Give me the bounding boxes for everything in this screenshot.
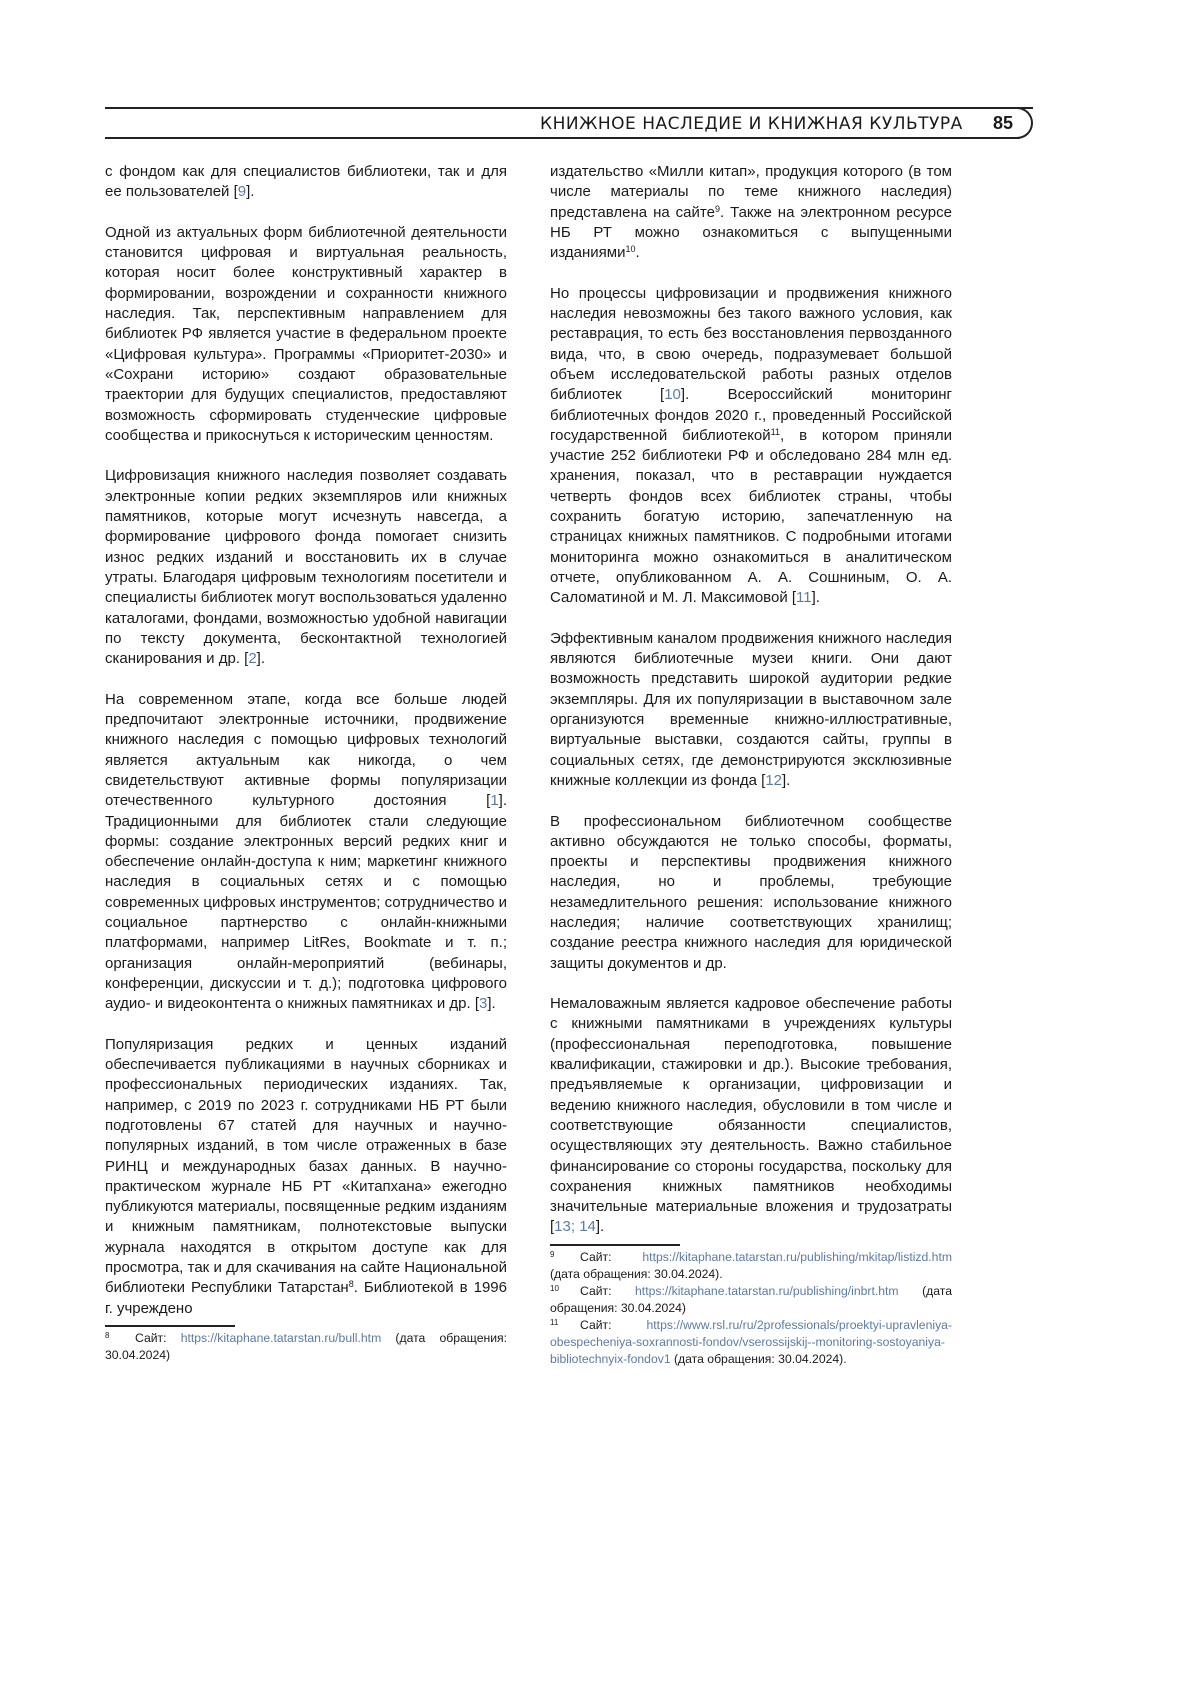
text-segment: ]. (812, 589, 820, 606)
paragraph (550, 994, 952, 1238)
footnote-note: (дата обращения: 30.04.2024) (550, 1284, 952, 1315)
left-column-text (105, 162, 507, 1319)
footnote-url-link[interactable]: https://www.rsl.ru/ru/2professionals/proektyi-upravleniya-obespecheniya-soxrannosti-fondov/vserossijskij--monitoring-sostoyaniya-bibliotechnyix-fondov1 (550, 1318, 952, 1366)
header-rule-top (105, 107, 1033, 109)
text-segment: Эффективным каналом продвижения книжного наследия являются библиотечные музеи книги. Они дают возможность представить широкой аудитории редкие экземпляры. Для их популяризации в выставочном зале организуются временные книжно-иллюстративные, виртуальные выставки, создаются сайты, группы в социальных сетях, где демонстрируются эксклюзивные книжные коллекции из фонда [ (550, 630, 952, 789)
footnote-note: (дата обращения: 30.04.2024) (105, 1331, 507, 1362)
footnote-marker[interactable]: 9 (715, 204, 720, 214)
paragraph (105, 690, 507, 1015)
footnote-url-link[interactable]: https://kitaphane.tatarstan.ru/bull.htm (181, 1331, 382, 1345)
paragraph (105, 466, 507, 669)
text-segment: Популяризация редких и ценных изданий обеспечивается публикациями в научных сборниках и профессиональных периодических изданиях. Так, например, с 2019 по 2023 г. сотрудниками НБ РТ были подготовлены 67 статей для научных и научно-популярных изданий, в том числе отраженных в базе РИНЦ и международных базах данных. В научно-практическом журнале НБ РТ «Китапхана» ежегодно публикуются материалы, посвященные редким изданиям и книжным памятникам, полнотекстовые выпуски журнала находятся в открытом доступе как для просмотра, так и для скачивания на сайте Национальной библиотеки Республики Татарстан (105, 1036, 507, 1297)
text-segment: ]. (487, 995, 495, 1012)
footnote: 11 Сайт: https://www.rsl.ru/ru/2professionals/proektyi-upravleniya-obespecheniya-soxrannosti-fondov/vserossijskij--monitoring-sostoyaniya-bibliotechnyix-fondov1 (дата обращения: 30.04.2024). (550, 1317, 952, 1368)
citation-link[interactable]: 1 (490, 792, 498, 809)
paragraph (105, 223, 507, 446)
running-title: КНИЖНОЕ НАСЛЕДИЕ И КНИЖНАЯ КУЛЬТУРА (540, 114, 952, 134)
footnote-label: Сайт: (580, 1250, 612, 1264)
footnote-marker[interactable]: 10 (626, 244, 636, 254)
footnote-marker[interactable]: 8 (349, 1279, 354, 1289)
footnote-url-link[interactable]: https://kitaphane.tatarstan.ru/publishing/inbrt.htm (635, 1284, 899, 1298)
footnote-note: (дата обращения: 30.04.2024). (671, 1352, 847, 1366)
citation-link[interactable]: 9 (238, 183, 246, 200)
text-segment: . (636, 244, 640, 261)
footnote: 9 Сайт: https://kitaphane.tatarstan.ru/publishing/mkitap/listizd.htm (дата обращения: 30.04.2024). (550, 1249, 952, 1283)
text-segment: Цифровизация книжного наследия позволяет создавать электронные копии редких экземпляров или книжных памятников, которые могут исчезнуть навсегда, а формирование цифрового фонда помогает снизить износ редких изданий и восстановить их в случае утраты. Благодаря цифровым технологиям посетители и специалисты библиотек могут воспользоваться удаленно каталогами, фондами, возможностью удобной навигации по тексту документа, бесконтактной технологией сканирования и др. [ (105, 467, 507, 667)
footnote-rule (550, 1244, 680, 1246)
paragraph (550, 162, 952, 263)
left-column (105, 162, 507, 1364)
paragraph (105, 162, 507, 203)
paragraph (550, 284, 952, 609)
page-number: 85 (975, 107, 1033, 139)
text-segment: ]. (782, 772, 790, 789)
citation-link[interactable]: 13; 14 (554, 1218, 596, 1235)
citation-link[interactable]: 10 (664, 386, 681, 403)
text-segment: В профессиональном библиотечном сообществе активно обсуждаются не только способы, форматы, проекты и перспективы продвижения книжного наследия, но и проблемы, требующие незамедлительного решения: использование книжного наследия; наличие соответствующих хранилищ; создание реестра книжного наследия для юридической защиты документов и др. (550, 813, 952, 972)
paragraph (550, 629, 952, 791)
footnotes-left (105, 1325, 507, 1364)
paragraph (105, 1035, 507, 1319)
footnote: 10 Сайт: https://kitaphane.tatarstan.ru/publishing/inbrt.htm (дата обращения: 30.04.2024) (550, 1283, 952, 1317)
text-segment: , в котором приняли участие 252 библиотеки РФ и обследовано 284 млн ед. хранения, показал, что в реставрации нуждается четверть фондов всех библиотек страны, чтобы сохранить богатую историю, запечатленную на страницах книжных памятников. С подробными итогами мониторинга можно ознакомиться в аналитическом отчете, опубликованном А. А. Сошниным, О. А. Саломатиной и М. Л. Максимовой [ (550, 427, 952, 606)
text-segment: с фондом как для специалистов библиотеки, так и для ее пользователей [ (105, 163, 507, 200)
text-segment: Но процессы цифровизации и продвижения книжного наследия невозможны без такого важного условия, как реставрация, то есть без восстановления первозданного вида, что, в свою очередь, подразумевает большой объем исследовательской работы разных отделов библиотек [ (550, 285, 952, 403)
text-segment: ]. Традиционными для библиотек стали следующие формы: создание электронных версий редких книг и обеспечение онлайн-доступа к ним; маркетинг книжного наследия в социальных сетях и с помощью современных цифровых инструментов; сотрудничество и социальное партнерство с онлайн-книжными платформами, например LitRes, Bookmate и т. п.; организация онлайн-мероприятий (вебинары, конференции, дискуссии и т. д.); подготовка цифрового аудио- и видеоконтента о книжных памятниках и др. [ (105, 792, 507, 1012)
text-segment: . Также на электронном ресурсе НБ РТ можно ознакомиться с выпущенными изданиями (550, 204, 952, 262)
citation-link[interactable]: 3 (479, 995, 487, 1012)
footnote-url-link[interactable]: https://kitaphane.tatarstan.ru/publishing/mkitap/listizd.htm (642, 1250, 952, 1264)
text-segment: . Библиотекой в 1996 г. учреждено (105, 1279, 507, 1316)
text-segment: Немаловажным является кадровое обеспечение работы с книжными памятниками в учреждениях культуры (профессиональная переподготовка, повышение квалификации, стажировки и др.). Высокие требования, предъявляемые к организации, цифровизации и ведению книжного наследия, обусловили в том числе и соответствующие обязанности специалистов, осуществляющих эту деятельность. Важно стабильное финансирование со стороны государства, поскольку для сохранения книжных памятников необходимы значительные материальные вложения и трудозатраты [ (550, 995, 952, 1235)
right-column-text (550, 162, 952, 1238)
paragraph (550, 812, 952, 974)
footnote: 8 Сайт: https://kitaphane.tatarstan.ru/bull.htm (дата обращения: 30.04.2024) (105, 1330, 507, 1364)
footnote-rule (105, 1325, 235, 1327)
text-segment: ]. (257, 650, 265, 667)
text-segment: Одной из актуальных форм библиотечной деятельности становится цифровая и виртуальная реальность, которая носит более конструктивный характер в формировании, возрождении и сохранности книжного наследия. Так, перспективным направлением для библиотек РФ является участие в федеральном проекте «Цифровая культура». Программы «Приоритет-2030» и «Сохрани историю» создают образовательные траектории для будущих специалистов, предоставляют возможность сформировать студенческие цифровые сообщества и прикоснуться к историческим ценностям. (105, 224, 507, 444)
footnotes-right (550, 1244, 952, 1368)
text-segment: На современном этапе, когда все больше людей предпочитают электронные источники, продвижение книжного наследия с помощью цифровых технологий является актуальным как никогда, о чем свидетельствуют активные формы популяризации отечественного культурного достояния [ (105, 691, 507, 809)
text-segment: ]. Всероссийский мониторинг библиотечных фондов 2020 г., проведенный Российской государственной библиотекой (550, 386, 952, 444)
citation-link[interactable]: 12 (765, 772, 782, 789)
footnote-label: Сайт: (580, 1318, 612, 1332)
right-column (550, 162, 952, 1368)
footnote-note: (дата обращения: 30.04.2024). (550, 1267, 723, 1281)
citation-link[interactable]: 11 (796, 589, 812, 606)
citation-link[interactable]: 2 (248, 650, 256, 667)
footnote-label: Сайт: (580, 1284, 612, 1298)
text-segment: ]. (246, 183, 254, 200)
text-segment: ]. (596, 1218, 604, 1235)
footnote-label: Сайт: (135, 1331, 167, 1345)
footnote-marker[interactable]: 11 (771, 427, 780, 437)
text-segment: издательство «Милли китап», продукция которого (в том числе материалы по теме книжного наследия) представлена на сайте (550, 163, 952, 221)
header-rule-bottom (105, 137, 1020, 139)
